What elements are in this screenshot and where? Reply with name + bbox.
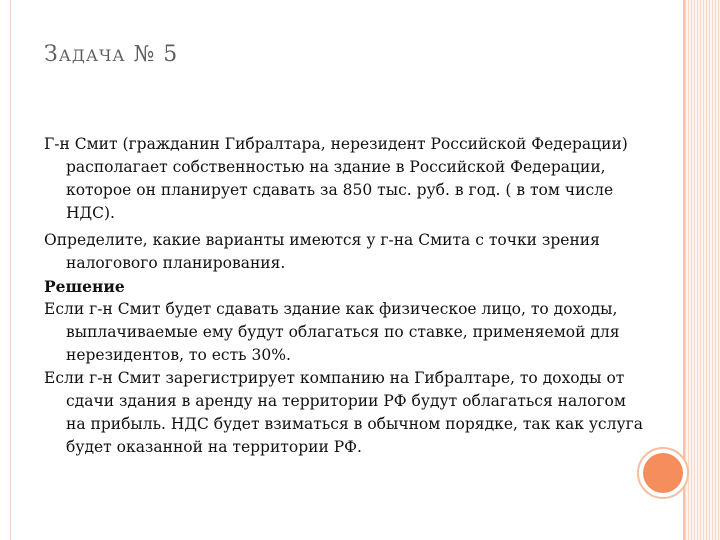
title-rest: АДАЧА	[58, 46, 126, 65]
left-border-line	[10, 0, 11, 540]
title-first-letter: З	[44, 42, 59, 67]
solution-heading: Решение	[44, 277, 125, 296]
task-question: Определите, какие варианты имеются у г-на Смита с точки зрения налогового планирования.	[44, 231, 600, 272]
solution-paragraph: Если г-н Смит зарегистрирует компанию на Гибралтаре, то доходы от сдачи здания в аренду на территории РФ будут облагаться налогом на прибыль. НДС будет взиматься в обычном порядке, так как услуга будет оказанной на территории РФ.	[44, 369, 643, 456]
slide-title	[44, 42, 178, 67]
decorative-circle	[643, 453, 683, 493]
slide-body	[44, 133, 644, 459]
solution-paragraph: Если г-н Смит будет сдавать здание как физическое лицо, то доходы, выплачиваемые ему будут облагаться по ставке, применяемой для нерезидентов, то есть 30%.	[44, 300, 620, 364]
task-paragraph: Г-н Смит (гражданин Гибралтара, нерезидент Российской Федерации) располагает собственностью на здание в Российской Федерации, которое он планирует сдавать за 850 тыс. руб. в год. ( в том числе НДС).	[44, 135, 628, 222]
title-number: № 5	[125, 42, 179, 67]
right-border-pattern	[685, 0, 720, 540]
